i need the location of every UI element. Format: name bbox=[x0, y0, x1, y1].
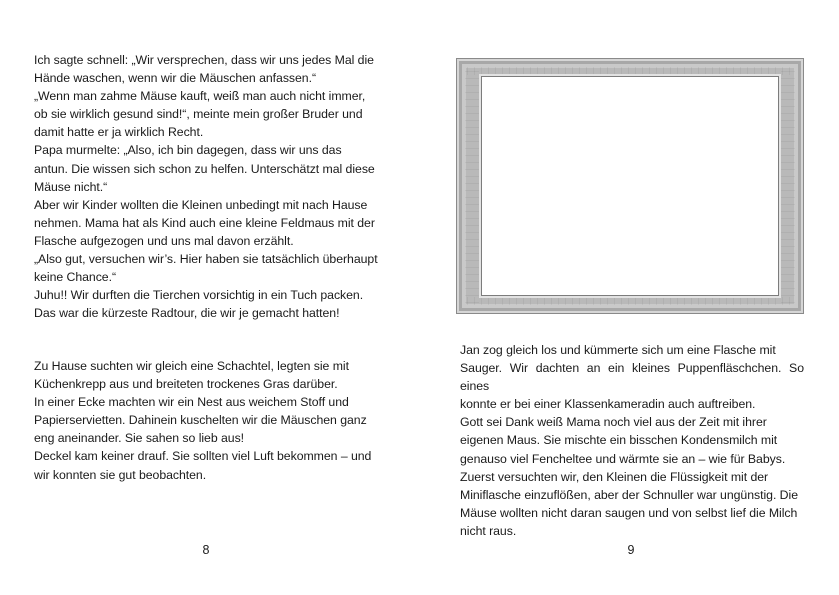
right-page-text bbox=[460, 341, 804, 540]
empty-picture-frame bbox=[456, 58, 804, 314]
text-line: damit hatte er ja wirklich Recht. bbox=[34, 125, 204, 140]
text-line: genauso viel Fencheltee und wärmte sie an – wie für Babys. bbox=[460, 451, 786, 466]
text-line: Zu Hause suchten wir gleich eine Schachtel, legten sie mit bbox=[34, 359, 349, 373]
text-line: Das war die kürzeste Radtour, die wir je gemacht hatten! bbox=[34, 306, 340, 321]
text-line: „Also gut, versuchen wir’s. Hier haben sie tatsächlich überhaupt bbox=[34, 252, 378, 267]
page-number-right: 9 bbox=[627, 543, 635, 557]
text-line: Deckel kam keiner drauf. Sie sollten viel Luft bekommen – und bbox=[34, 449, 372, 464]
text-line: Sauger. Wir dachten an ein kleines Puppenfläschchen. So eines bbox=[460, 361, 804, 394]
left-page-text-bottom bbox=[34, 357, 380, 484]
text-line: Jan zog gleich los und kümmerte sich um eine Flasche mit bbox=[460, 343, 776, 357]
text-line: antun. Die wissen sich schon zu helfen. Unterschätzt mal diese bbox=[34, 161, 375, 176]
text-line: Gott sei Dank weiß Mama noch viel aus der Zeit mit ihrer bbox=[460, 415, 767, 430]
text-line: Zuerst versuchten wir, den Kleinen die Flüssigkeit mit der bbox=[460, 469, 769, 484]
text-line: Juhu!! Wir durften die Tierchen vorsichtig in ein Tuch packen. bbox=[34, 288, 364, 303]
text-line: Miniflasche einzuflößen, aber der Schnuller war ungünstig. Die bbox=[460, 487, 798, 502]
text-line: In einer Ecke machten wir ein Nest aus weichem Stoff und bbox=[34, 395, 349, 410]
text-line: keine Chance.“ bbox=[34, 270, 117, 285]
text-line: ob sie wirklich gesund sind!“, meinte mein großer Bruder und bbox=[34, 107, 363, 122]
text-line: konnte er bei einer Klassenkameradin auch auftreiben. bbox=[460, 397, 756, 412]
page-number-left: 8 bbox=[202, 543, 210, 557]
text-line: eigenen Maus. Sie mischte ein bisschen Kondensmilch mit bbox=[460, 433, 778, 448]
text-line: Aber wir Kinder wollten die Kleinen unbedingt mit nach Hause bbox=[34, 197, 368, 212]
text-line: wir konnten sie gut beobachten. bbox=[34, 467, 207, 482]
text-line: Papierservietten. Dahinein kuschelten wir die Mäuschen ganz bbox=[34, 413, 367, 428]
text-line: Hände waschen, wenn wir die Mäuschen anfassen.“ bbox=[34, 71, 317, 86]
text-line: „Wenn man zahme Mäuse kauft, weiß man auch nicht immer, bbox=[34, 89, 366, 104]
text-line: Mäuse nicht.“ bbox=[34, 179, 108, 194]
text-line: nehmen. Mama hat als Kind auch eine kleine Feldmaus mit der bbox=[34, 215, 375, 230]
text-line: Mäuse wollten nicht daran saugen und von selbst lief die Milch bbox=[460, 505, 798, 520]
text-line: nicht raus. bbox=[460, 523, 517, 538]
left-page bbox=[0, 0, 419, 595]
text-line: Papa murmelte: „Also, ich bin dagegen, dass wir uns das bbox=[34, 143, 342, 158]
text-line: Flasche aufgezogen und uns mal davon erzählt. bbox=[34, 233, 294, 248]
text-line: Küchenkrepp aus und breiteten trockenes Gras darüber. bbox=[34, 377, 338, 392]
text-line: eng aneinander. Sie sahen so lieb aus! bbox=[34, 431, 245, 446]
picture-frame-blank-area bbox=[481, 76, 779, 296]
left-page-text-top bbox=[34, 51, 380, 322]
right-page bbox=[420, 0, 839, 595]
text-line: Ich sagte schnell: „Wir versprechen, dass wir uns jedes Mal die bbox=[34, 53, 374, 67]
